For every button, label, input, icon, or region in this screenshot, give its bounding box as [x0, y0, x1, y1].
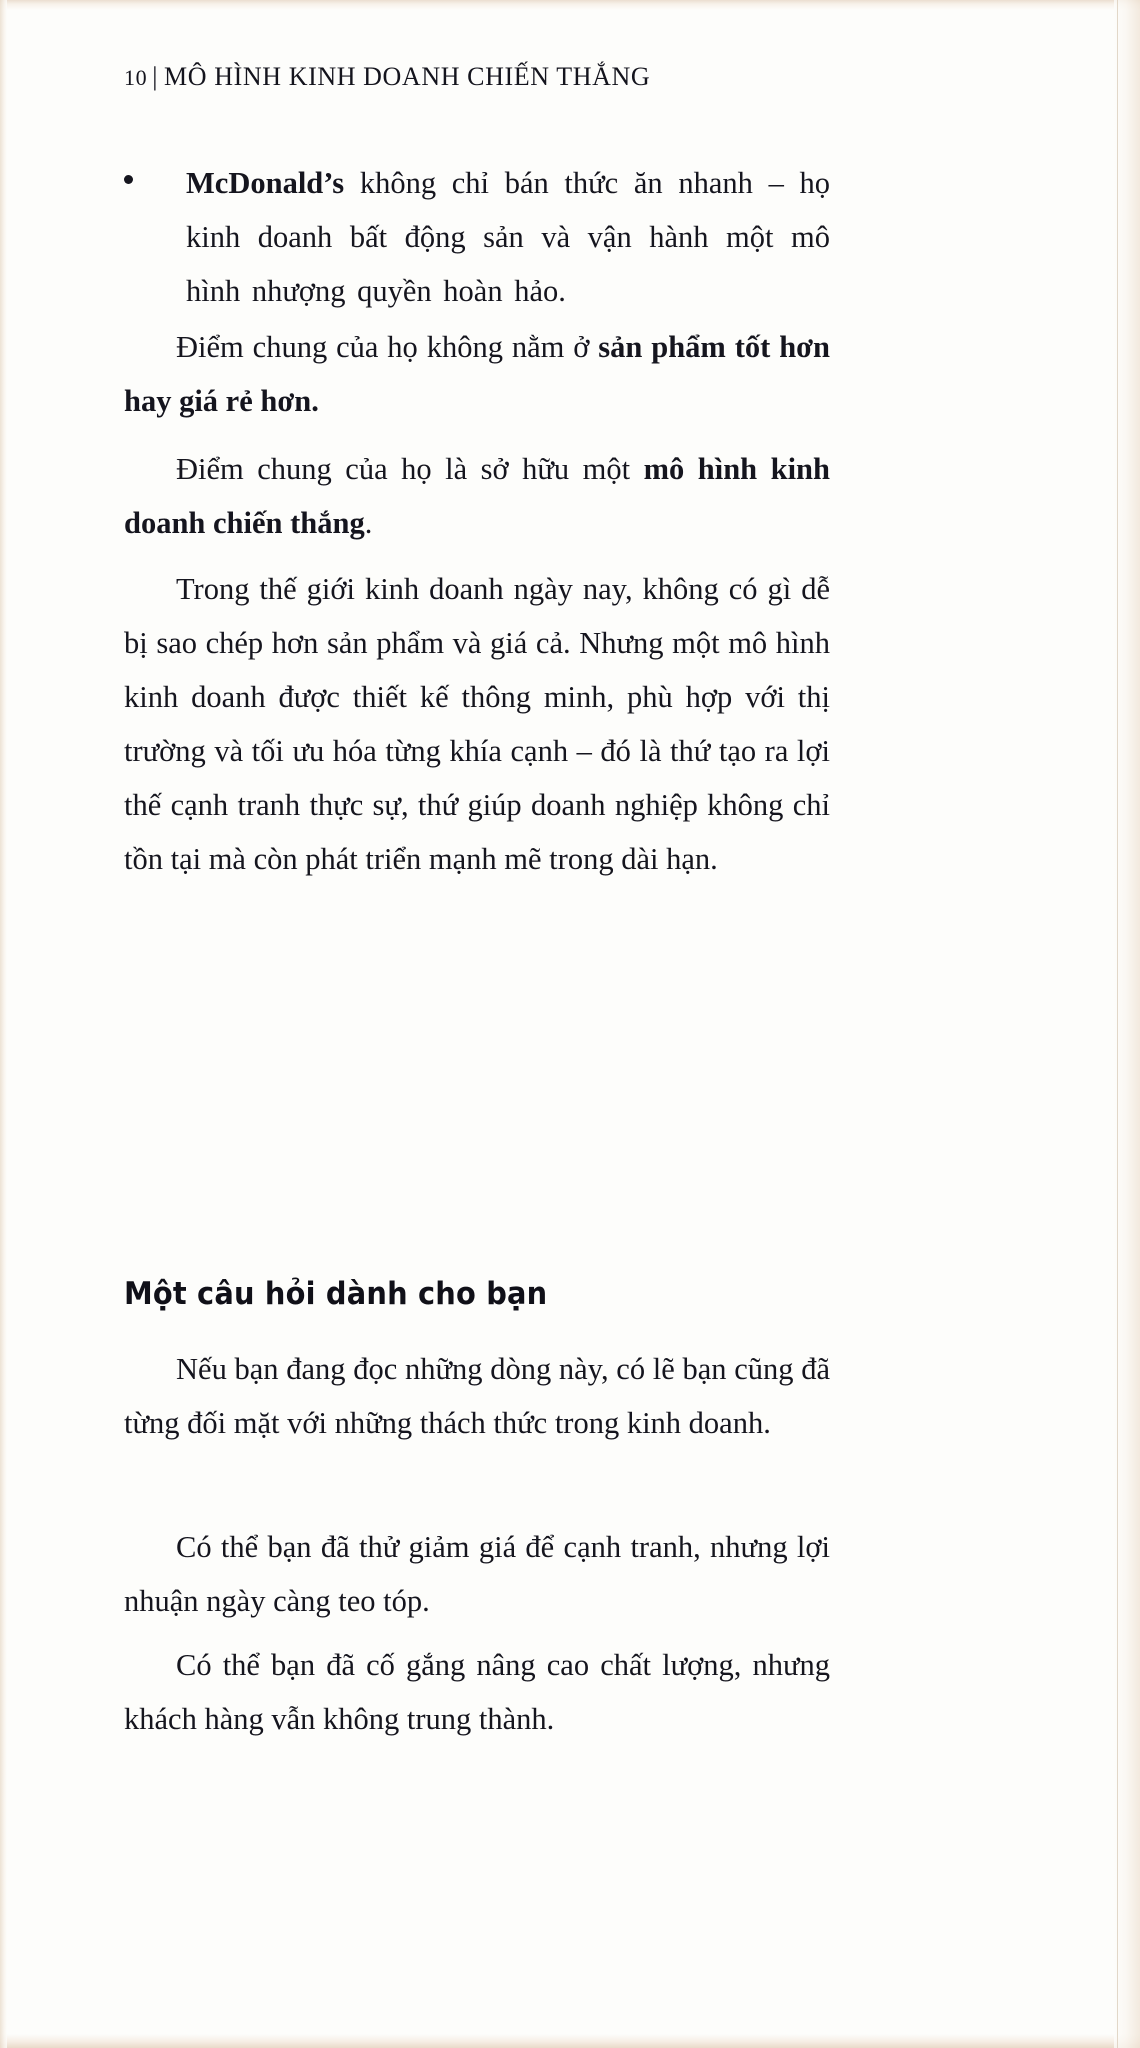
scan-margin-rule	[1117, 0, 1118, 2048]
section-heading: Một câu hỏi dành cho bạn	[124, 1276, 548, 1312]
paragraph-body: Có thể bạn đã thử giảm giá để cạnh tranh, nhưng lợi nhuận ngày càng teo tóp.	[124, 1530, 830, 1618]
paragraph-body: Trong thế giới kinh doanh ngày nay, không có gì dễ bị sao chép hơn sản phẩm và giá cả. Nhưng một mô hình kinh doanh được thiết kế thông minh, phù hợp với thị trường và tối ưu hóa từng khía cạnh – đó là thứ tạo ra lợi thế cạnh tranh thực sự, thứ giúp doanh nghiệp không chỉ tồn tại mà còn phát triển mạnh mẽ trong dài hạn.	[124, 572, 830, 876]
running-head	[124, 62, 650, 92]
paragraph-co-the-2	[124, 1638, 830, 1746]
list-item-text	[186, 156, 830, 318]
scan-edge-bottom	[0, 2034, 1140, 2048]
paragraph-co-the-1	[124, 1520, 830, 1628]
paragraph-trong-the-gioi	[124, 562, 830, 886]
paragraph-neu-ban	[124, 1342, 830, 1450]
paragraph-diem-chung-1	[124, 320, 830, 428]
paragraph-run-plain: Điểm chung của họ không nằm ở	[176, 330, 599, 364]
paragraph-run-tail: .	[364, 506, 373, 540]
paragraph-diem-chung-2	[124, 442, 830, 550]
running-head-title: MÔ HÌNH KINH DOANH CHIẾN THẮNG	[164, 62, 651, 91]
list-item-body: không chỉ bán thức ăn nhanh – họ kinh doanh bất động sản và vận hành một mô hình nhượng quyền hoàn hảo.	[186, 166, 830, 308]
scan-edge-top	[0, 0, 1140, 10]
brand-name: McDonald’s	[186, 166, 345, 200]
paragraph-run-bold: sản phẩm tốt hơn hay giá rẻ hơn.	[124, 330, 831, 418]
paragraph-run-bold: mô hình kinh doanh chiến thắng	[124, 452, 830, 540]
page-number: 10	[124, 65, 148, 90]
paragraph-body: Có thể bạn đã cố gắng nâng cao chất lượng, nhưng khách hàng vẫn không trung thành.	[124, 1648, 830, 1736]
scan-edge-left	[0, 0, 7, 2048]
paragraph-body: Nếu bạn đang đọc những dòng này, có lẽ bạn cũng đã từng đối mặt với những thách thức trong kinh doanh.	[124, 1352, 830, 1440]
bullet-marker-icon	[124, 175, 133, 184]
paragraph-run-plain: Điểm chung của họ là sở hữu một	[176, 452, 644, 486]
list-item	[124, 156, 830, 318]
running-head-separator: |	[152, 62, 159, 91]
